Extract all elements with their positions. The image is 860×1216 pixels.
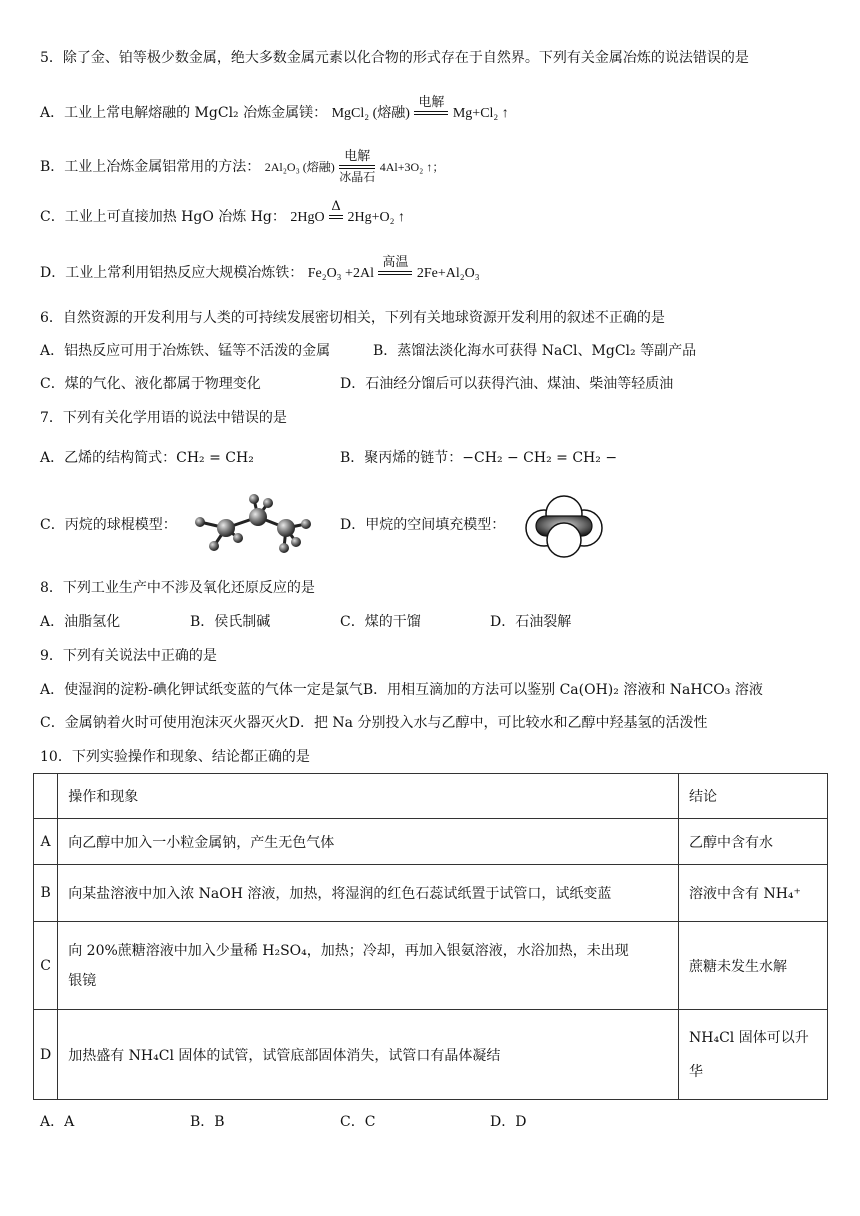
q7-option-c: C．丙烷的球棍模型： (40, 517, 177, 533)
q9-option-b: B．用相互滴加的方法可以鉴别 Ca(OH)₂ 溶液和 NaHCO₃ 溶液 (362, 682, 763, 698)
q5-option-c: C．工业上可直接加热 HgO 冶炼 Hg： 2HgO Δ 2Hg+O₂ ↑ (40, 200, 405, 234)
q5-option-b: B．工业上冶炼金属铝常用的方法： 2Al₂O₃ (熔融) 电解 冰晶石 4Al+3O₂ ↑； (40, 149, 445, 184)
q6-option-b: B．蒸馏法淡化海水可获得 NaCl、MgCl₂ 等副产品 (373, 343, 697, 359)
q10-option-a: A．A (40, 1114, 75, 1130)
q10-option-b: B．B (190, 1114, 225, 1130)
q8-option-c: C．煤的干馏 (340, 614, 421, 630)
propane-ball-stick-icon (188, 490, 318, 558)
reaction-arrow: Δ (329, 200, 343, 234)
table-header-row (34, 774, 828, 819)
table-row: C 向 20%蔗糖溶液中加入少量稀 H₂SO₄，加热；冷却，再加入银氨溶液，水浴加热，未出现 银镜 蔗糖未发生水解 (34, 922, 828, 1010)
reaction-arrow: 电解 冰晶石 (339, 149, 376, 184)
q9-options-row2 (40, 713, 707, 733)
q8-option-b: B．侯氏制碱 (190, 614, 271, 630)
q9-option-c: C．金属钠着火时可使用泡沫灭火器灭火 (40, 715, 289, 731)
reaction-arrow: 电解 (414, 96, 448, 130)
q6-option-c: C．煤的气化、液化都属于物理变化 (40, 376, 261, 392)
q6-stem: 6．自然资源的开发利用与人类的可持续发展密切相关，下列有关地球资源开发利用的叙述不正确的是 (40, 310, 665, 326)
q6-option-d: D．石油经分馏后可以获得汽油、煤油、柴油等轻质油 (340, 376, 674, 392)
q10-stem: 10．下列实验操作和现象、结论都正确的是 (40, 749, 310, 765)
q6-option-a: A．铝热反应可用于冶炼铁、锰等不活泼的金属 (40, 343, 331, 359)
q8-stem: 8．下列工业生产中不涉及氧化还原反应的是 (40, 580, 315, 596)
header-conclusion: 结论 (679, 774, 828, 819)
q8-option-d: D．石油裂解 (490, 614, 572, 630)
q7-stem: 7．下列有关化学用语的说法中错误的是 (40, 410, 287, 426)
q9-options-row1 (40, 680, 763, 700)
q5-option-d: D．工业上常利用铝热反应大规模冶炼铁： Fe₂O₃ +2Al 高温 2Fe+Al₂O₃ (40, 256, 480, 290)
q7-option-b: B．聚丙烯的链节：−CH₂ − CH₂ = CH₂ − (340, 450, 618, 466)
q10-option-d: D．D (490, 1114, 527, 1130)
q8-option-a: A．油脂氢化 (40, 614, 121, 630)
q5-stem: 5．除了金、铂等极少数金属，绝大多数金属元素以化合物的形式存在于自然界。下列有关金属冶炼的说法错误的是 (40, 50, 749, 66)
header-operation: 操作和现象 (58, 774, 679, 819)
q7-option-d: D．甲烷的空间填充模型： (340, 517, 506, 533)
q9-option-a: A．使湿润的淀粉-碘化钾试纸变蓝的气体一定是氯气 (40, 682, 363, 698)
q10-table (33, 773, 828, 1100)
q9-option-d: D．把 Na 分别投入水与乙醇中，可比较水和乙醇中羟基氢的活泼性 (288, 715, 708, 731)
q5-option-a: A．工业上常电解熔融的 MgCl₂ 冶炼金属镁： MgCl₂ (熔融) 电解 Mg+Cl₂ ↑ (40, 96, 509, 130)
reaction-arrow: 高温 (378, 256, 412, 290)
methane-space-filling-icon (520, 490, 610, 558)
q7-option-a: A．乙烯的结构简式：CH₂ = CH₂ (40, 450, 254, 466)
table-row: D 加热盛有 NH₄Cl 固体的试管，试管底部固体消失，试管口有晶体凝结 NH₄Cl 固体可以升 华 (34, 1010, 828, 1100)
table-row: A 向乙醇中加入一小粒金属钠，产生无色气体 乙醇中含有水 (34, 819, 828, 865)
q10-option-c: C．C (340, 1114, 376, 1130)
q9-stem: 9．下列有关说法中正确的是 (40, 648, 217, 664)
table-row: B 向某盐溶液中加入浓 NaOH 溶液，加热，将湿润的红色石蕊试纸置于试管口，试纸变蓝 溶液中含有 NH₄⁺ (34, 865, 828, 922)
